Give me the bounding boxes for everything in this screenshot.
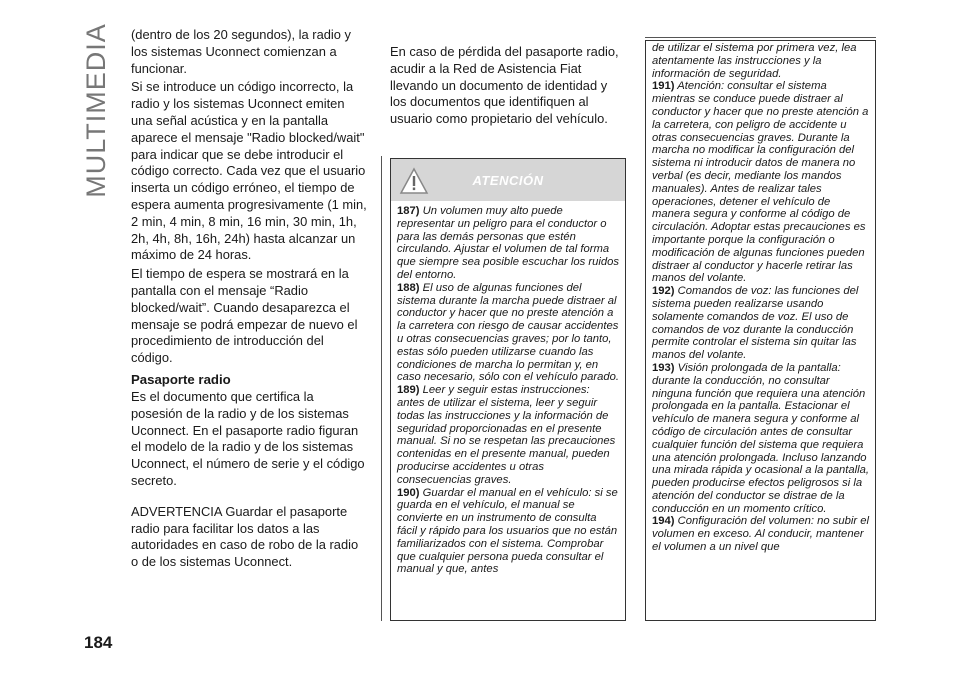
column-divider bbox=[381, 156, 382, 621]
warning-item bbox=[397, 487, 619, 577]
column-divider bbox=[645, 37, 876, 38]
warning-item-text: Guardar el manual en el vehículo: si se guarda en el vehículo, el manual se convierte en un instrumento de consulta fácil y rápido para los usuarios que no están familiarizados con el sistema. Comprobar que cualquier persona pueda consultar el manual y que, antes bbox=[397, 486, 618, 576]
warning-item-number: 191) bbox=[652, 80, 675, 93]
warning-item-text: Comandos de voz: las funciones del sistema pueden realizarse usando solamente comandos de voz. El uso de comandos de voz durante la conducción permite controlar el sistema sin quitar las manos del volante. bbox=[652, 285, 859, 362]
section-heading: Pasaporte radio bbox=[131, 371, 231, 387]
paragraph: Es el documento que certifica la posesión de la radio y de los sistemas Uconnect. En el pasaporte radio figuran el modelo de la radio y de los sistemas Uconnect, el número de serie y el código secreto. bbox=[131, 388, 365, 488]
warning-intro: de utilizar el sistema por primera vez, lea atentamente las instrucciones y la información de seguridad. bbox=[652, 42, 857, 80]
warning-title: ATENCIÓN bbox=[472, 172, 544, 188]
column-middle-text bbox=[390, 44, 626, 130]
warning-item-text: El uso de algunas funciones del sistema durante la marcha puede distraer al conductor y hacer que no preste atención a la carretera con riesgo de causar accidentes u otras consecuencias graves; por lo tanto, estas sólo pueden utilizarse cuando las condiciones de marcha lo permitan y, en caso necesario, sólo con el vehículo parado. bbox=[397, 281, 620, 384]
warning-item-number: 190) bbox=[397, 486, 420, 499]
warning-item-text: Configuración del volumen: no subir el volumen en exceso. Al conducir, mantener el volumen a un nivel que bbox=[652, 515, 870, 554]
warning-header bbox=[391, 159, 625, 201]
column-left bbox=[131, 27, 367, 573]
paragraph: El tiempo de espera se mostrará en la pantalla con el mensaje “Radio blocked/wait”. Cuando desaparezca el mensaje se podrá empezar de nuevo el procedimiento de introducción del código. bbox=[131, 266, 358, 366]
warning-item-text: Un volumen muy alto puede representar un peligro para el conductor o para las demás personas que estén circulando. Ajustar el volumen de tal forma que siempre sea posible escuchar los ruidos del entorno. bbox=[397, 205, 619, 281]
warning-item bbox=[397, 282, 619, 384]
warning-item-number: 189) bbox=[397, 384, 420, 397]
warning-body bbox=[391, 201, 625, 576]
warning-item bbox=[397, 205, 619, 282]
warning-item-number: 194) bbox=[652, 515, 675, 528]
warning-item-number: 193) bbox=[652, 361, 675, 374]
advertencia-paragraph: ADVERTENCIA Guardar el pasaporte radio para facilitar los datos a las autoridades en caso de robo de la radio o de los sistemas Uconnect. bbox=[131, 503, 359, 570]
warning-item bbox=[652, 362, 870, 516]
warning-item bbox=[652, 285, 870, 362]
warning-box-continued bbox=[645, 40, 876, 621]
warning-item-text: Atención: consultar el sistema mientras se conduce puede distraer al conductor y hacer que no preste atención a la carretera, con peligro de accidente u otras consecuencias graves. Durante la marcha no modificar la configuración del sistema ni introducir datos de manera no verbal (es decir, mediante los mandos manuales). Antes de realizar tales operaciones, detener el vehículo de manera segura y conforme al código de circulación. Adoptar estas precauciones es importante porque la configuración o modificación de algunas funciones pueden distraer al conductor y hacerle retirar las manos del volante. bbox=[652, 80, 869, 285]
warning-item-number: 188) bbox=[397, 281, 420, 294]
warning-item-number: 187) bbox=[397, 205, 420, 217]
warning-item-text: Leer y seguir estas instrucciones: antes de utilizar el sistema, leer y seguir todas las instrucciones y la información de seguridad proporcionadas en el presente manual. Si no se respetan las precauciones contenidas en el presente manual, pueden producirse accidentes u otras consecuencias graves. bbox=[397, 384, 616, 486]
warning-item bbox=[652, 515, 870, 553]
paragraph: (dentro de los 20 segundos), la radio y los sistemas Uconnect comienzan a funcionar. bbox=[131, 27, 351, 76]
warning-item-number: 192) bbox=[652, 285, 675, 298]
section-title bbox=[76, 22, 116, 198]
warning-triangle-icon bbox=[399, 167, 429, 195]
paragraph: Si se introduce un código incorrecto, la radio y los sistemas Uconnect emiten una señal acústica y en la pantalla aparece el mensaje "Radio blocked/wait" para indicar que se debe introducir el código correcto. Cada vez que el usuario inserta un código erróneo, el tiempo de espera aumenta progresivamente (1 min, 2 min, 4 min, 8 min, 16 min, 30 min, 1h, 2h, 4h, 8h, 16h, 24h) hasta alcanzar un máximo de 24 horas. bbox=[131, 79, 367, 263]
warning-item-text: Visión prolongada de la pantalla: durante la conducción, no consultar ninguna función que requiera una atención prolongada en la pantalla. Estacionar el vehículo de manera segura y conforme al código de circulación antes de consultar cualquier función del sistema que requiera una atención prolongada. Incluso lanzando una mirada rápida y ocasional a la pantalla, pueden producirse efectos peligrosos si la atención del conductor se distrae de la conducción en un momento crítico. bbox=[652, 361, 870, 515]
paragraph: En caso de pérdida del pasaporte radio, acudir a la Red de Asistencia Fiat llevando un documento de identidad y los documentos que identifiquen al usuario como propietario del vehículo. bbox=[390, 44, 619, 127]
page-number: 184 bbox=[84, 633, 113, 652]
section-title-text: MULTIMEDIA bbox=[80, 22, 111, 198]
warning-box bbox=[390, 158, 626, 621]
warning-item bbox=[397, 384, 619, 486]
warning-item bbox=[652, 80, 870, 285]
